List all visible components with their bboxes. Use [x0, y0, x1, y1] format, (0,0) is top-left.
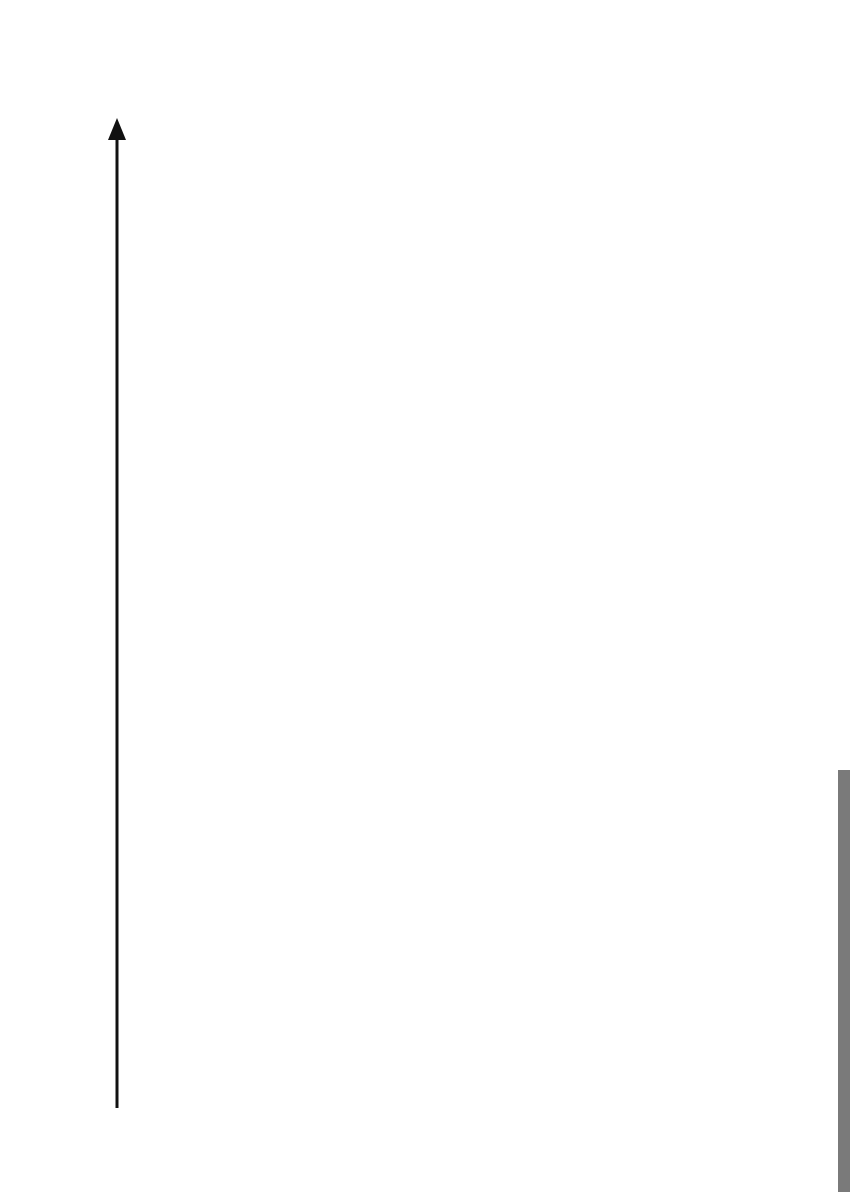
- axis-arrow-icon: [108, 118, 126, 140]
- scrollbar[interactable]: [838, 770, 850, 1192]
